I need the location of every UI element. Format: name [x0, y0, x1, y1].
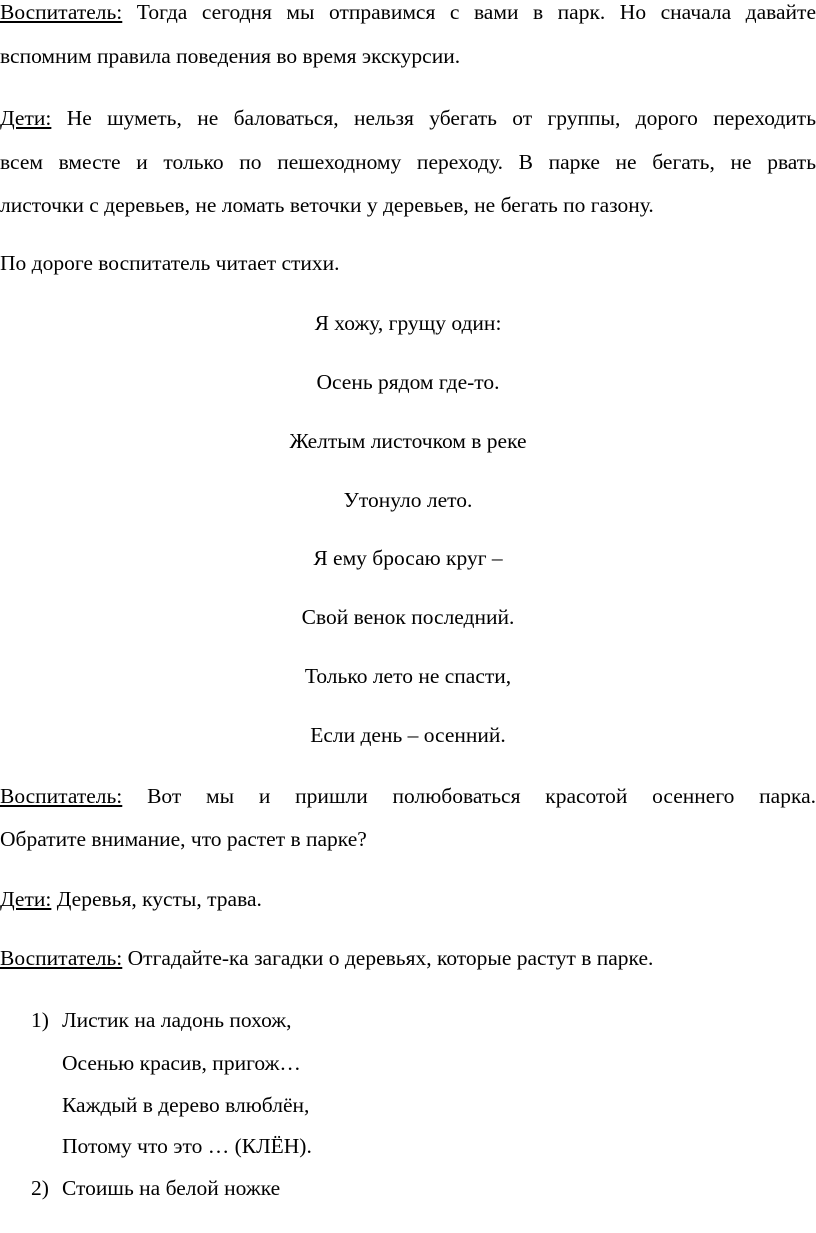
riddle-line: Стоишь на белой ножке	[62, 1176, 281, 1200]
riddle-line: Листик на ладонь похож,	[62, 1008, 292, 1032]
paragraph-4-line-1	[0, 786, 816, 808]
paragraph-4-line-2: Обратите внимание, что растет в парке?	[0, 827, 367, 851]
paragraph-text: Деревья, кусты, трава.	[51, 887, 262, 911]
paragraph-2-line-2: всем вместе и только по пешеходному переходу. В парке не бегать, не рвать	[0, 150, 816, 174]
paragraph-text: Отгадайте-ка загадки о деревьях, которые растут в парке.	[122, 946, 654, 970]
poem-line: Свой венок последний.	[301, 605, 515, 629]
poem-line: Только лето не спасти,	[304, 664, 512, 688]
riddle-line: Потому что это … (КЛЁН).	[62, 1134, 312, 1158]
list-number: 1)	[31, 1008, 49, 1032]
poem-line: Осень рядом где-то.	[316, 370, 500, 394]
poem-line: Я ему бросаю круг –	[313, 546, 503, 570]
riddle-line: Осенью красив, пригож…	[62, 1051, 301, 1075]
paragraph-6	[0, 948, 653, 970]
paragraph-1-line-2: вспомним правила поведения во время экскурсии.	[0, 44, 461, 68]
paragraph-2-line-1	[0, 108, 816, 130]
paragraph-2-line-3: листочки с деревьев, не ломать веточки у деревьев, не бегать по газону.	[0, 193, 654, 217]
speaker-label: Воспитатель:	[0, 946, 123, 970]
speaker-label: Воспитатель:	[0, 0, 123, 24]
speaker-label: Дети:	[0, 887, 52, 911]
speaker-label: Дети:	[0, 106, 52, 130]
paragraph-text: Вот мы и пришли полюбоваться красотой осеннего парка.	[122, 784, 816, 808]
paragraph-text: Не шуметь, не баловаться, нельзя убегать от группы, дорого переходить	[51, 106, 816, 130]
poem-line: Желтым листочком в реке	[289, 429, 527, 453]
riddle-line: Каждый в дерево влюблён,	[62, 1093, 310, 1117]
list-number: 2)	[31, 1176, 49, 1200]
paragraph-3: По дороге воспитатель читает стихи.	[0, 251, 340, 275]
poem-line: Я хожу, грущу один:	[314, 311, 502, 335]
poem-line: Если день – осенний.	[310, 723, 506, 747]
speaker-label: Воспитатель:	[0, 784, 123, 808]
paragraph-text: Тогда сегодня мы отправимся с вами в парк. Но сначала давайте	[122, 0, 816, 24]
paragraph-1-line-1	[0, 2, 816, 24]
poem-line: Утонуло лето.	[343, 488, 473, 512]
paragraph-5	[0, 889, 262, 911]
